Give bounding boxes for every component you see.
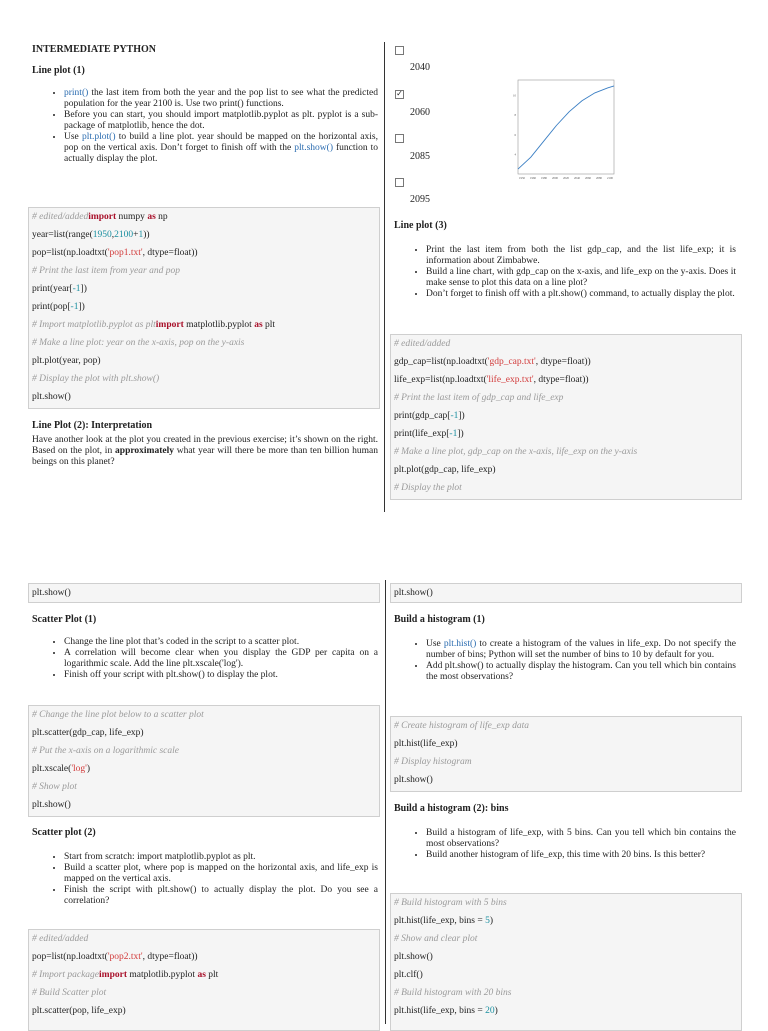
list-item: • Use plt.hist() to create a histogram of the values in life_exp. Do not specify the number of bins; Python will set the number of bins to 10 by default for you. [426, 639, 736, 661]
scatter-2-heading: Scatter plot (2) [32, 827, 96, 838]
code-comment: # Display the plot [394, 483, 462, 493]
list-item: • A correlation will become clear when you display the GDP per capita on a logarithmic scale. Add the line plt.xscale('log'). [64, 648, 378, 670]
code-line: print(life_exp[-1]) [394, 429, 464, 439]
line-plot-3-instructions [394, 245, 736, 300]
code-block-histogram-1 [390, 716, 742, 792]
code-line: plt.show() [394, 952, 433, 962]
code-line: plt.hist(life_exp, bins = 5) [394, 916, 494, 926]
code-line: plt.xscale('log') [32, 764, 91, 774]
code-comment: # Create histogram of life_exp data [394, 721, 530, 731]
code-block-show [28, 583, 380, 603]
code-comment: # Change the line plot below to a scatter plot [32, 710, 204, 720]
line-plot-3-section [394, 220, 736, 300]
code-comment: # Display the plot with plt.show() [32, 374, 160, 384]
option-checkbox[interactable] [395, 134, 404, 143]
scatter-2-instructions [32, 852, 378, 907]
check-icon: ✓ [396, 89, 403, 98]
interpretation-section [32, 420, 378, 468]
histogram-2-instructions [394, 828, 736, 861]
line-plot-1-heading: Line plot (1) [32, 65, 85, 76]
code-block-show-right [390, 583, 742, 603]
plt-show-link[interactable]: plt.show() [294, 143, 333, 153]
code-block-scatter-1 [28, 705, 380, 817]
chart-x-tick-label: 2100 [607, 176, 613, 180]
plt-plot-link[interactable]: plt.plot() [82, 132, 116, 142]
list-item: • Build a histogram of life_exp, with 5 bins. Can you tell which bin contains the most observations? [426, 828, 736, 850]
code-comment: # Print the last item from year and pop [32, 266, 180, 276]
list-item: • Add plt.show() to actually display the histogram. Can you tell which bin contains the most observations? [426, 661, 736, 683]
code-block-scatter-2 [28, 929, 380, 1031]
code-block-line-plot-1 [28, 207, 380, 409]
code-line: plt.show() [394, 775, 433, 785]
code-block-line-plot-3 [390, 334, 742, 500]
code-comment: # edited/added [32, 934, 89, 944]
line-plot-3-heading: Line plot (3) [394, 220, 447, 231]
code-comment: # Build histogram with 20 bins [394, 988, 512, 998]
list-item: • Use plt.plot() to build a line plot. year should be mapped on the horizontal axis, pop on the vertical axis. Don’t forget to finish off with the plt.show() function to actually display the plot. [64, 132, 378, 165]
code-comment: # Show and clear plot [394, 934, 478, 944]
code-block-histogram-2 [390, 893, 742, 1031]
line-plot-1-instructions [32, 88, 378, 165]
code-line: plt.show() [32, 800, 71, 810]
chart-y-tick-label: 6 [514, 132, 516, 137]
code-line: # edited/addedimport numpy as np [32, 212, 168, 222]
chart-x-tick-label: 2020 [563, 176, 569, 180]
histogram-2-section [394, 803, 736, 861]
list-item: • Build another histogram of life_exp, this time with 20 bins. Is this better? [426, 850, 736, 861]
plt-hist-link[interactable]: plt.hist() [443, 639, 477, 649]
option-checkbox-checked[interactable] [395, 90, 404, 99]
list-item: • Don’t forget to finish off with a plt.show() command, to actually display the plot. [426, 289, 736, 300]
page2-column-divider [385, 580, 386, 1024]
chart-y-tick-label: 4 [514, 152, 516, 157]
code-line: plt.show() [32, 588, 71, 598]
option-label: 2095 [410, 194, 430, 205]
code-line: print(year[-1]) [32, 284, 87, 294]
scatter-1-heading: Scatter Plot (1) [32, 614, 97, 625]
list-item: • Before you can start, you should import matplotlib.pyplot as plt. pyplot is a sub-package of matplotlib, hence the dot. [64, 110, 378, 132]
option-label: 2060 [410, 107, 430, 118]
code-comment: # Build histogram with 5 bins [394, 898, 507, 908]
code-line: # Import packageimport matplotlib.pyplot as plt [32, 970, 219, 980]
scatter-1-instructions [32, 637, 378, 681]
code-line: life_exp=list(np.loadtxt('life_exp.txt', dtype=float)) [394, 375, 589, 385]
chart-plot-area [518, 80, 614, 174]
chart-x-tick-label: 2040 [574, 176, 580, 180]
list-item: • Build a line chart, with gdp_cap on the x-axis, and life_exp on the y-axis. Does it make sense to plot this data on a line plot? [426, 267, 736, 289]
list-item: • Start from scratch: import matplotlib.pyplot as plt. [64, 852, 378, 863]
list-item: • print() the last item from both the year and the pop list to see what the predicted population for the year 2100 is. Use two print() functions. [64, 88, 378, 110]
histogram-1-section [394, 614, 736, 683]
histogram-1-heading: Build a histogram (1) [394, 614, 485, 625]
code-line: plt.hist(life_exp, bins = 20) [394, 1006, 498, 1016]
chart-x-tick-label: 1980 [541, 176, 547, 180]
document-title: INTERMEDIATE PYTHON [32, 44, 156, 55]
option-checkbox[interactable] [395, 46, 404, 55]
code-line: plt.scatter(gdp_cap, life_exp) [32, 728, 144, 738]
chart-x-tick-label: 2080 [596, 176, 602, 180]
chart-y-tick-label: 8 [514, 113, 516, 118]
list-item: • Change the line plot that’s coded in the script to a scatter plot. [64, 637, 378, 648]
chart-x-tick-label: 1960 [530, 176, 536, 180]
code-line: year=list(range(1950,2100+1)) [32, 230, 150, 240]
code-line: pop=list(np.loadtxt('pop1.txt', dtype=float)) [32, 248, 198, 258]
option-checkbox[interactable] [395, 178, 404, 187]
code-line: plt.plot(year, pop) [32, 356, 101, 366]
code-comment: # Make a line plot, gdp_cap on the x-axis, life_exp on the y-axis [394, 447, 638, 457]
code-comment: # Print the last item of gdp_cap and life_exp [394, 393, 564, 403]
code-line: print(pop[-1]) [32, 302, 85, 312]
list-item: • Finish off your script with plt.show() to display the plot. [64, 670, 378, 681]
code-comment: # Show plot [32, 782, 77, 792]
code-line: gdp_cap=list(np.loadtxt('gdp_cap.txt', dtype=float)) [394, 357, 591, 367]
page1-left-column [32, 44, 378, 165]
chart-x-tick-label: 2060 [585, 176, 591, 180]
histogram-2-heading: Build a histogram (2): bins [394, 803, 509, 814]
chart-y-tick-label: 10 [513, 93, 516, 98]
scatter-2-section [32, 827, 378, 907]
list-item: • Finish the script with plt.show() to actually display the plot. Do you see a correlation? [64, 885, 378, 907]
code-line: plt.clf() [394, 970, 423, 980]
code-line: plt.show() [32, 392, 71, 402]
page1-column-divider [384, 42, 385, 512]
list-item: • Print the last item from both the list gdp_cap, and the list life_exp; it is information about Zimbabwe. [426, 245, 736, 267]
code-line: print(gdp_cap[-1]) [394, 411, 465, 421]
population-line-chart [506, 76, 616, 182]
code-line: plt.plot(gdp_cap, life_exp) [394, 465, 496, 475]
code-line: plt.hist(life_exp) [394, 739, 458, 749]
scatter-1-section [32, 614, 378, 681]
code-line: plt.scatter(pop, life_exp) [32, 1006, 126, 1016]
code-line: pop=list(np.loadtxt('pop2.txt', dtype=float)) [32, 952, 198, 962]
code-line: # Import matplotlib.pyplot as pltimport matplotlib.pyplot as plt [32, 320, 276, 330]
histogram-1-instructions [394, 639, 736, 683]
code-line: plt.show() [394, 588, 433, 598]
interpretation-paragraph: Have another look at the plot you created in the previous exercise; it’s shown on the right. Based on the plot, in approximately what year will there be more than ten billion human beings on this planet? [32, 435, 378, 467]
code-comment: # Make a line plot: year on the x-axis, pop on the y-axis [32, 338, 245, 348]
code-comment: # Display histogram [394, 757, 472, 767]
chart-x-tick-label: 2000 [552, 176, 558, 180]
option-label: 2040 [410, 62, 430, 73]
code-comment: # Build Scatter plot [32, 988, 107, 998]
list-item: • Build a scatter plot, where pop is mapped on the horizontal axis, and life_exp is mapped on the vertical axis. [64, 863, 378, 885]
chart-x-tick-label: 1950 [519, 176, 525, 180]
code-comment: # edited/added [394, 339, 451, 349]
print-function-link[interactable]: print() [64, 88, 89, 98]
interpretation-heading: Line Plot (2): Interpretation [32, 420, 153, 431]
code-comment: # Put the x-axis on a logarithmic scale [32, 746, 179, 756]
option-label: 2085 [410, 151, 430, 162]
